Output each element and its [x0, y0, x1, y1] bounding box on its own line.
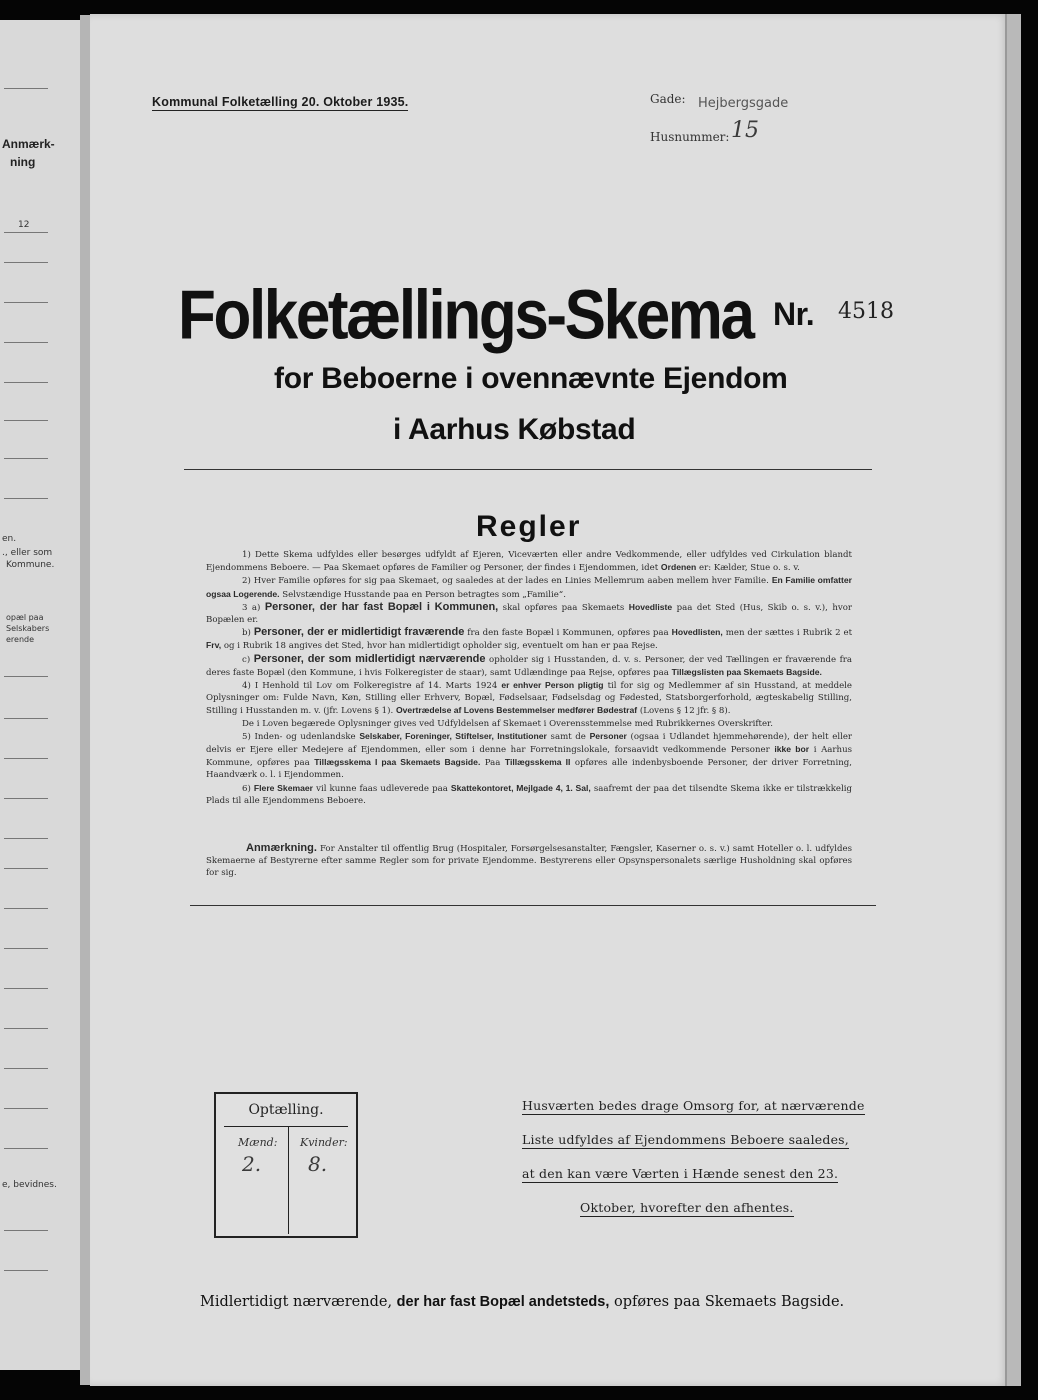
left-rule	[4, 1028, 48, 1029]
rules-body	[206, 549, 852, 807]
left-rule	[4, 798, 48, 799]
left-heading-1: Anmærk-	[2, 137, 55, 151]
house-number-value: 15	[731, 118, 759, 143]
left-rule	[4, 1068, 48, 1069]
street-value: Hejbergsgade	[698, 96, 789, 111]
left-fragment: Selskabers	[6, 624, 50, 633]
rule-1: 1) Dette Skema udfyldes eller besørges udfyldt af Ejeren, Viceværten eller andre Vedkommende, eller udfyldes ved Cirkulation blandt Ejendommens Beboere. — Paa Skemaet opføres de Familier og Personer, der findes i Ejendommen, idet Ordenen er: Kælder, Stue o. s. v.	[206, 550, 852, 574]
women-count: 8.	[308, 1152, 328, 1176]
rule-6: 6) Flere Skemaer vil kunne faas udleverede paa Skattekontoret, Mejlgade 4, 1. Sal, saafremt der paa det tilsendte Skema ikke er tilstrækkelig Plads til alle Ejendommens Beboere.	[206, 782, 852, 806]
footer-part-2: der har fast Bopæl andetsteds,	[396, 1294, 610, 1310]
left-rule	[4, 420, 48, 421]
rule-5: 5) Inden- og udenlandske Selskaber, Foreninger, Stiftelser, Institutioner samt de Personer (ogsaa i Udlandet hjemmehørende), der helt eller delvis er Ejere eller Medejere af Ejendommen, eller som i denne har Forretningslokale, forsaavidt vedkommende Personer ikke bor i Aarhus Kommune, opføres paa Tillægsskema I paa Skemaets Bagside. Paa Tillægsskema II opføres alle indenbysboende Personer, der driver Forretning, Haandværk o. l. i Ejendommen.	[206, 730, 853, 781]
left-fragment: opæl paa	[6, 613, 44, 622]
left-heading-2: ning	[10, 155, 36, 169]
form-subtitle-1: for Beboerne i ovennævnte Ejendom	[274, 362, 788, 395]
rules-divider	[190, 905, 876, 906]
left-rule	[4, 948, 48, 949]
left-rule	[4, 458, 48, 459]
left-col-number: 12	[18, 220, 30, 230]
rule-4: 4) I Henhold til Lov om Folkeregistre af 14. Marts 1924 er enhver Person pligtig til for sig og Medlemmer af sin Husstand, at meddele Oplysninger om: Fulde Navn, Køn, Stilling eller Erhverv, Bopæl, Fødselsaar, Fødselsdag og Fødested, Statsborgerforhold, ægteskabelig Stilling, Stilling i Husstanden m. v. (jfr. Lovens § 1). Overtrædelse af Lovens Bestemmelser medfører Bødestraf (Lovens § 12 jfr. § 8).	[206, 680, 853, 717]
left-rule	[4, 498, 48, 499]
left-rule	[4, 718, 48, 719]
count-box-column-divider	[288, 1127, 289, 1234]
men-label: Mænd:	[238, 1136, 278, 1149]
rule-2: 2) Hver Familie opføres for sig paa Skemaet, og saaledes at der lades en Linies Mellemrum aaben mellem hver Familie. En Familie omfatter ogsaa Logerende. Selvstændige Husstande paa en Person betragtes som „Familie“.	[206, 575, 852, 600]
count-box-divider	[224, 1126, 348, 1127]
left-rule	[4, 868, 48, 869]
left-rule	[4, 676, 48, 677]
left-rule	[4, 382, 48, 383]
landlord-notice-line-3: at den kan være Værten i Hænde senest den 23.	[522, 1166, 839, 1181]
landlord-notice-line-2: Liste udfyldes af Ejendommens Beboere saaledes,	[522, 1132, 849, 1147]
note-heading: Anmærkning.	[246, 842, 317, 854]
left-rule	[4, 838, 48, 839]
page-stack-edge	[1005, 14, 1021, 1386]
form-number-value: 4518	[838, 299, 894, 324]
left-rule	[4, 1270, 48, 1271]
left-rule	[4, 1148, 48, 1149]
left-rule	[4, 342, 48, 343]
count-title: Optælling.	[248, 1102, 324, 1118]
left-fragment: en.	[2, 534, 17, 544]
left-rule	[4, 232, 48, 233]
footer-part-3: opføres paa Skemaets Bagside.	[614, 1294, 845, 1310]
left-rule	[4, 758, 48, 759]
census-date-line: Kommunal Folketælling 20. Oktober 1935.	[152, 95, 409, 109]
footer-part-1: Midlertidigt nærværende,	[200, 1294, 393, 1310]
landlord-notice-line-4: Oktober, hvorefter den afhentes.	[580, 1200, 794, 1215]
rule-3c: c) Personer, der som midlertidigt nærværende opholder sig i Husstanden, d. v. s. Personer, der ved Tællingen er fraværende fra deres faste Bopæl (den Kommune, i hvis Folkeregister de staar), samt Udlændinge paa Rejse, opføres paa Tillægslisten paa Skemaets Bagside.	[206, 652, 853, 678]
landlord-notice-line-1: Husværten bedes drage Omsorg for, at nærværende	[522, 1098, 865, 1113]
left-fragment: Kommune.	[6, 560, 55, 570]
left-rule	[4, 988, 48, 989]
left-page-fragment	[0, 20, 82, 1370]
left-rule	[4, 88, 48, 89]
left-fragment: ., eller som	[2, 548, 53, 558]
left-rule	[4, 1108, 48, 1109]
women-label: Kvinder:	[300, 1136, 348, 1149]
left-rule	[4, 1230, 48, 1231]
men-count: 2.	[242, 1152, 262, 1176]
form-title: Folketællings-Skema	[178, 277, 753, 355]
form-number-label: Nr.	[773, 296, 815, 332]
rule-3a: 3 a) Personer, der har fast Bopæl i Kommunen, skal opføres paa Skemaets Hovedliste paa det Sted (Hus, Skib o. s. v.), hvor Bopælen er.	[206, 600, 853, 626]
rules-heading: Regler	[476, 510, 582, 543]
left-rule	[4, 908, 48, 909]
title-divider	[184, 469, 872, 470]
rule-4-note: De i Loven begærede Oplysninger gives ved Udfyldelsen af Skemaet i Overensstemmelse med Rubrikkernes Overskrifter.	[242, 718, 773, 729]
left-fragment: erende	[6, 635, 35, 644]
footer-note	[200, 1294, 844, 1310]
form-subtitle-2: i Aarhus Købstad	[393, 413, 636, 446]
left-fragment: e, bevidnes.	[2, 1180, 57, 1190]
house-number-label: Husnummer:	[650, 130, 730, 144]
rule-3b: b) Personer, der er midlertidigt fraværende fra den faste Bopæl i Kommunen, opføres paa Hovedlisten, men der sættes i Rubrik 2 et Frv, og i Rubrik 18 angives det Sted, hvor han midlertidigt opholder sig, eventuelt om han er paa Rejse.	[206, 626, 853, 652]
street-label: Gade:	[650, 92, 686, 106]
left-rule	[4, 302, 48, 303]
note-block	[206, 842, 852, 880]
left-rule	[4, 262, 48, 263]
count-box	[214, 1092, 358, 1238]
note-text: For Anstalter til offentlig Brug (Hospitaler, Forsørgelsesanstalter, Fængsler, Kaserner o. s. v.) samt Hoteller o. l. udfyldes Skemaerne af Bestyrerne efter samme Regler som for private Ejendomme. Bestyrerens eller Opsynspersonalets særlige Husholdning skal opføres for sig.	[206, 844, 852, 879]
